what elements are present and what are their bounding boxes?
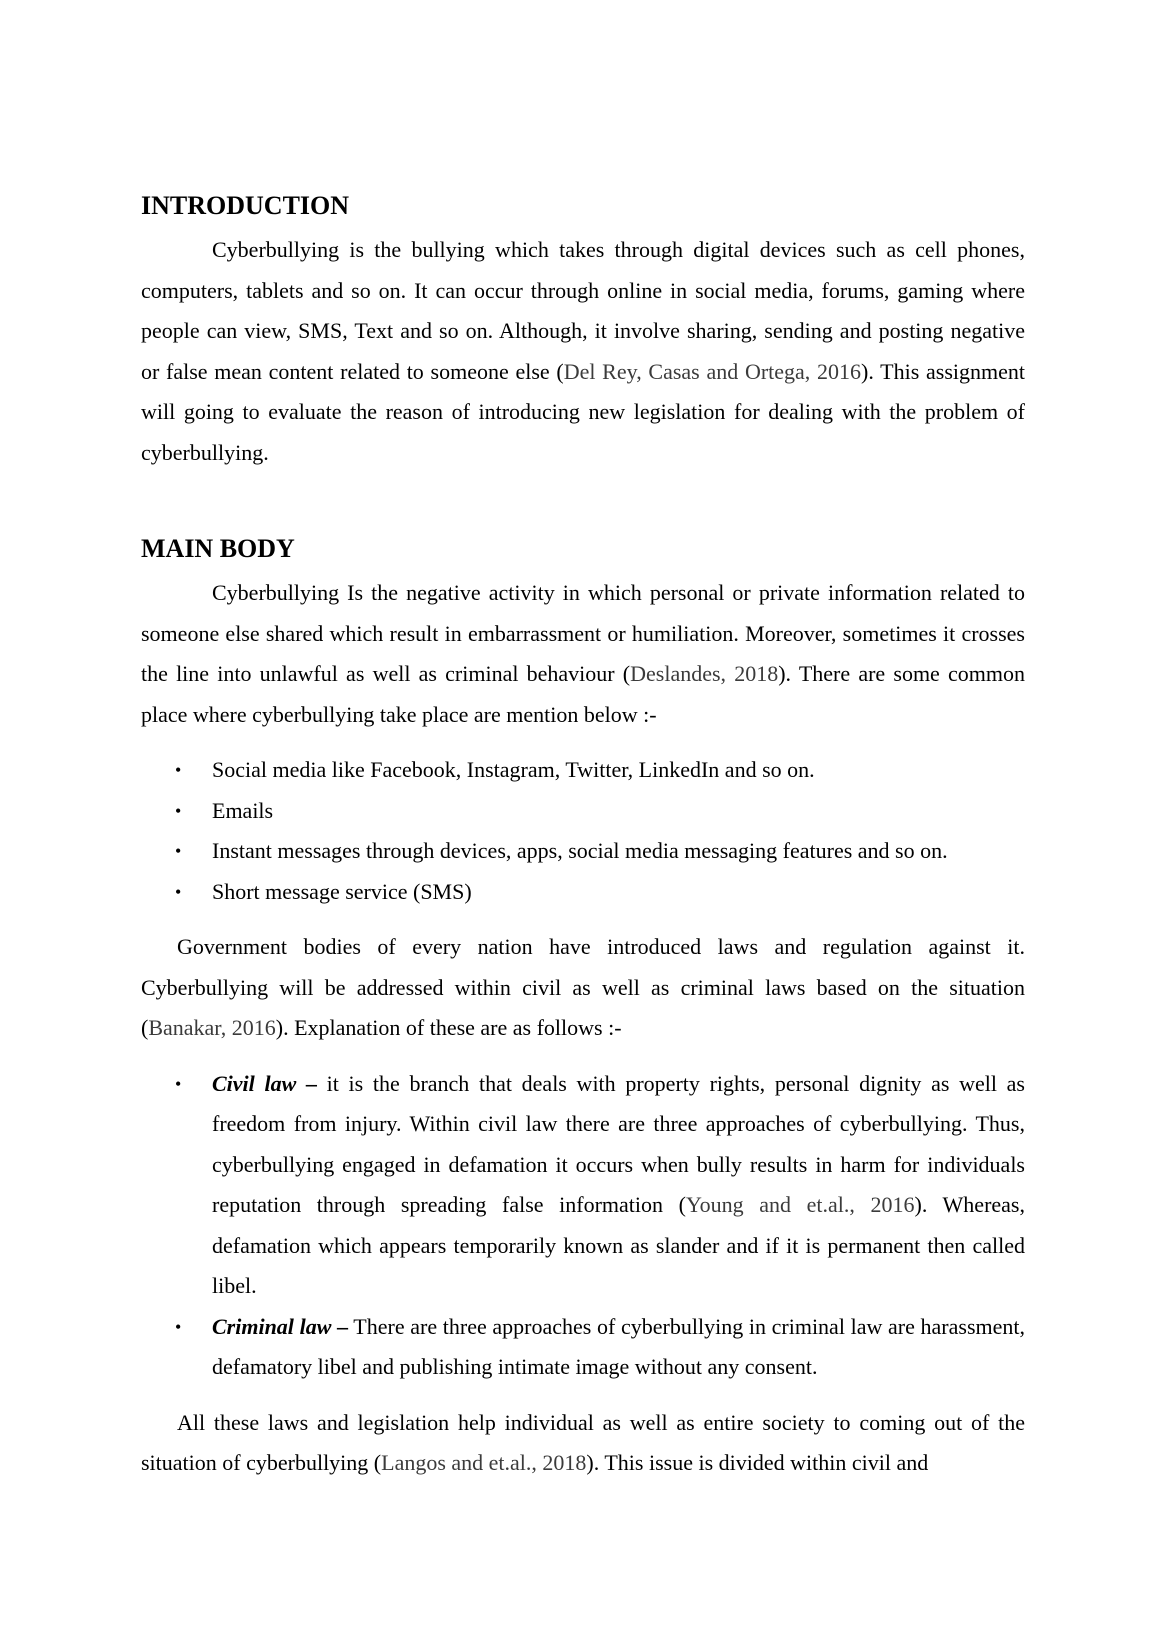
citation-deslandes: Deslandes, 2018 — [630, 661, 779, 686]
citation-langos: Langos and et.al., 2018 — [381, 1450, 587, 1475]
list-item-text: Short message service (SMS) — [212, 878, 472, 904]
bullet-icon: • — [175, 841, 182, 861]
civil-law-dash: – — [296, 1070, 317, 1096]
list-item — [141, 791, 1025, 832]
cyberbullying-places-list — [141, 750, 1025, 912]
main-body-text-2: Government bodies of every nation have introduced laws and regulation against it. Cyberbullying will be addressed within civil as well as criminal laws based on the situation ( — [141, 934, 1025, 1040]
bullet-icon: • — [175, 881, 182, 902]
civil-law-term: Civil law — [212, 1070, 297, 1096]
introduction-heading: INTRODUCTION — [141, 191, 350, 220]
main-body-paragraph-2 — [141, 927, 1025, 1049]
criminal-law-dash: – — [331, 1313, 349, 1339]
list-item-text: Social media like Facebook, Instagram, Twitter, LinkedIn and so on. — [212, 757, 815, 782]
criminal-law-term: Criminal law — [212, 1313, 332, 1339]
civil-law-text: it is the branch that deals with property rights, personal dignity as well as freedom from injury. Within civil law there are three approaches of cyberbullying. Thus, cyberbullying engaged in defamation it occurs when bully results in harm for individuals reputation through spreading false information ( — [212, 1070, 1025, 1217]
bullet-icon: • — [175, 760, 182, 780]
main-body-text-3: All these laws and legislation help individual as well as entire society to coming out of the situation of cyberbullying ( — [141, 1409, 1025, 1475]
list-item — [141, 750, 1025, 791]
bullet-icon: • — [175, 800, 182, 821]
introduction-text: Cyberbullying is the bullying which takes through digital devices such as cell phones, computers, tablets and so on. It can occur through online in social media, forums, gaming where people can view, SMS, Text and so on. Although, it involve sharing, sending and posting negative or false mean content related to someone else ( — [141, 237, 1025, 384]
main-body-heading: MAIN BODY — [141, 534, 295, 563]
introduction-paragraph — [141, 230, 1025, 473]
criminal-law-item — [141, 1307, 1025, 1388]
main-body-text-1-end: ). There are some common place where cyberbullying take place are mention below :- — [141, 661, 1025, 727]
citation-del-rey: Del Rey, Casas and Ortega, 2016 — [563, 358, 862, 384]
introduction-text-end: ). This assignment will going to evaluate the reason of introducing new legislation for dealing with the problem of cyberbullying. — [141, 358, 1025, 465]
document-page — [141, 188, 1025, 1484]
main-body-text-3-end: ). This issue is divided within civil and — [586, 1450, 929, 1475]
main-body-paragraph-1 — [141, 573, 1025, 735]
list-item — [141, 831, 1025, 872]
bullet-icon: • — [175, 1316, 182, 1337]
main-body-text-2-end: ). Explanation of these are as follows :- — [275, 1015, 622, 1040]
main-body-paragraph-3 — [141, 1403, 1025, 1484]
criminal-law-text: There are three approaches of cyberbullying in criminal law are harassment, defamatory libel and publishing intimate image without any consent. — [212, 1313, 1025, 1379]
main-body-text-1: Cyberbullying Is the negative activity in which personal or private information related to someone else shared which result in embarrassment or humiliation. Moreover, sometimes it crosses the line into unlawful as well as criminal behaviour ( — [141, 580, 1025, 686]
bullet-icon: • — [175, 1073, 182, 1094]
list-item-text: Emails — [212, 797, 274, 823]
list-item-text: Instant messages through devices, apps, social media messaging features and so on. — [212, 838, 948, 863]
civil-law-item — [141, 1064, 1025, 1307]
citation-banakar: Banakar, 2016 — [148, 1015, 276, 1040]
citation-young: Young and et.al., 2016 — [685, 1192, 915, 1217]
civil-law-text-end: ). Whereas, defamation which appears temporarily known as slander and if it is permanent then called libel. — [212, 1192, 1025, 1298]
laws-list — [141, 1064, 1025, 1388]
list-item — [141, 872, 1025, 913]
